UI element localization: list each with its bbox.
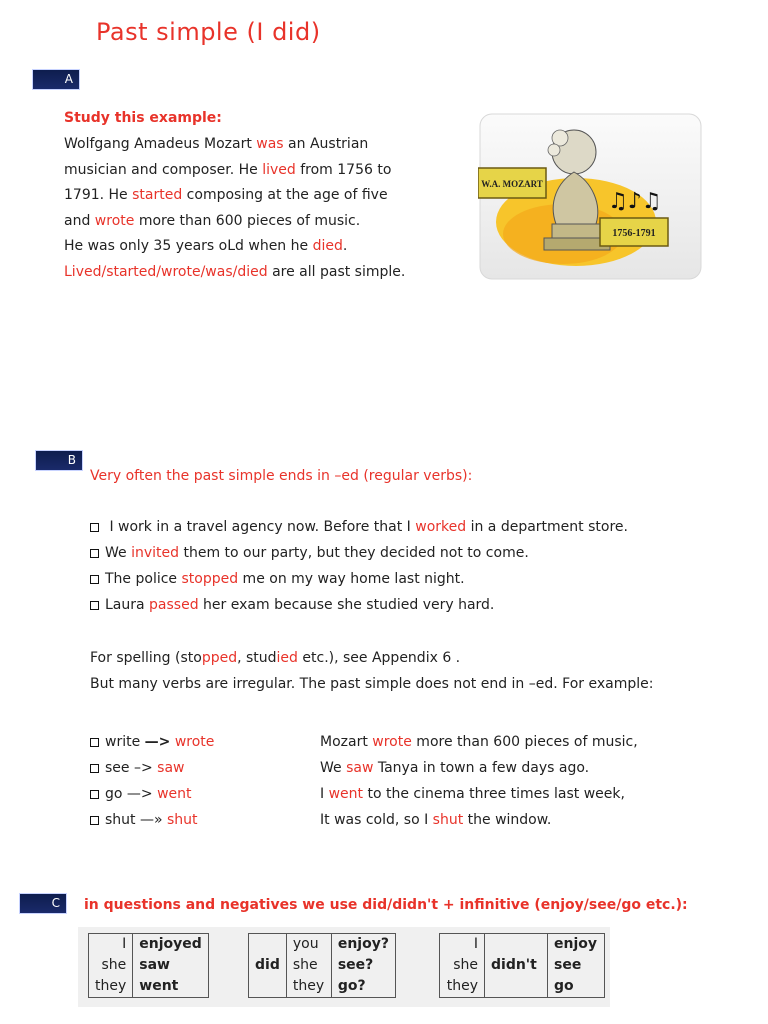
irregular-example (320, 760, 589, 776)
spelling-text: For spelling (sto (90, 650, 202, 666)
base-verb: write (105, 734, 145, 750)
regular-intro: Very often the past simple ends in –ed (regular verbs): (90, 468, 473, 484)
section-a-badge: A (32, 69, 80, 90)
question-table (248, 933, 396, 998)
example-item (90, 566, 628, 592)
line-text: from 1756 to (295, 161, 392, 178)
past-verb: shut (432, 812, 464, 828)
line-text: composing at the age of five (182, 187, 388, 204)
checkbox-bullet-icon (90, 816, 99, 825)
example-text: them to our party, but they decided not to come. (179, 545, 529, 561)
past-verb: started (132, 187, 183, 204)
negative-aux: didn't (485, 934, 548, 998)
negative-subjects: I she they (440, 934, 485, 998)
checkbox-bullet-icon (90, 549, 99, 558)
past-verb: shut (167, 812, 198, 828)
plaque-years: 1756-1791 (612, 228, 656, 239)
past-verb: went (157, 786, 192, 802)
paragraph-line (64, 158, 444, 184)
example-text: me on my way home last night. (238, 571, 465, 587)
example-text: We (105, 545, 132, 561)
example-text: her exam because she studied very hard. (198, 597, 495, 613)
example-text: I (320, 786, 329, 802)
line-text: Wolfgang Amadeus Mozart (64, 136, 257, 152)
verb-pair (90, 729, 320, 755)
paragraph-line (64, 209, 444, 235)
svg-text:♫♪♫: ♫♪♫ (608, 189, 662, 214)
negative-verbs: enjoy see go (548, 934, 605, 998)
past-verb: was (256, 136, 284, 152)
line-text: are all past simple. (267, 263, 406, 280)
verb-pair (90, 781, 320, 807)
past-verb: wrote (174, 734, 215, 750)
past-verb: saw (157, 760, 185, 776)
example-item (90, 540, 628, 566)
checkbox-bullet-icon (90, 764, 99, 773)
past-verb: wrote (94, 212, 135, 229)
past-verb: saw (346, 760, 374, 776)
section-c-badge: C (19, 893, 67, 914)
past-verb: worked (415, 519, 467, 535)
irregular-note: But many verbs are irregular. The past simple does not end in –ed. For example: (90, 676, 654, 692)
past-verb: passed (149, 597, 199, 613)
spelling-text: etc.), see Appendix 6 . (297, 650, 461, 666)
checkbox-bullet-icon (90, 601, 99, 610)
checkbox-bullet-icon (90, 575, 99, 584)
checkbox-bullet-icon (90, 523, 99, 532)
past-verb: invited (131, 545, 180, 561)
example-text: to the cinema three times last week, (363, 786, 625, 802)
questions-heading: in questions and negatives we use did/didn't + infinitive (enjoy/see/go etc.): (84, 897, 688, 913)
arrow-icon: —> (126, 786, 153, 802)
verb-pair (90, 807, 320, 833)
spelling-note (90, 645, 460, 671)
paragraph-line (64, 234, 444, 260)
line-text: musician and composer. He (64, 161, 263, 178)
regular-examples (90, 514, 628, 618)
example-text: the window. (463, 812, 552, 828)
example-text: Mozart (320, 734, 373, 750)
example-text: in a department store. (466, 519, 628, 535)
example-text: Tanya in town a few days ago. (373, 760, 590, 776)
irregular-item (90, 755, 638, 781)
example-text: The police (105, 571, 182, 587)
arrow-icon: —> (144, 734, 171, 750)
mozart-illustration (478, 112, 703, 282)
negative-table (439, 933, 605, 998)
base-verb: go (105, 786, 127, 802)
past-verb: died (312, 238, 343, 255)
question-aux: did (249, 934, 287, 998)
example-text: We (320, 760, 347, 776)
page-title: Past simple (I did) (96, 18, 321, 46)
plaque-name: W.A. MOZART (481, 179, 543, 189)
question-verbs: enjoy? see? go? (331, 934, 395, 998)
section-b-badge: B (35, 450, 83, 471)
example-text: I work in a travel agency now. Before that I (105, 519, 416, 535)
irregular-example (320, 734, 638, 750)
spelling-ending: ied (276, 650, 298, 666)
verb-pair (90, 755, 320, 781)
base-verb: see (105, 760, 134, 776)
irregular-item (90, 781, 638, 807)
paragraph-line (64, 132, 444, 158)
line-text: He was only 35 years oLd when he (64, 238, 313, 255)
irregular-examples (90, 729, 638, 833)
past-verb: lived (262, 161, 296, 178)
past-verb: wrote (372, 734, 412, 750)
base-verb: shut (105, 812, 140, 828)
arrow-icon: —» (139, 812, 163, 828)
irregular-example (320, 786, 625, 802)
question-subjects: you she they (286, 934, 331, 998)
past-verb: went (328, 786, 364, 802)
past-verb: stopped (181, 571, 239, 587)
irregular-item (90, 729, 638, 755)
spelling-text: , stud (237, 650, 277, 666)
example-text: Laura (105, 597, 150, 613)
irregular-item (90, 807, 638, 833)
positive-subjects: I she they (89, 934, 133, 998)
positive-verbs: enjoyed saw went (133, 934, 209, 998)
checkbox-bullet-icon (90, 790, 99, 799)
spelling-ending: pped (201, 650, 238, 666)
mozart-paragraph (64, 132, 444, 286)
example-text: more than 600 pieces of music, (411, 734, 638, 750)
example-text: It was cold, so I (320, 812, 433, 828)
past-verb: Lived/started/wrote/was/died (64, 263, 268, 280)
line-text: an Austrian (283, 136, 369, 152)
example-item (90, 514, 628, 540)
paragraph-line (64, 183, 444, 209)
example-item (90, 592, 628, 618)
arrow-icon: –> (133, 760, 153, 776)
study-heading: Study this example: (64, 110, 222, 126)
paragraph-line (64, 260, 444, 286)
checkbox-bullet-icon (90, 738, 99, 747)
line-text: more than 600 pieces of music. (134, 212, 361, 229)
line-text: . (342, 238, 348, 255)
line-text: and (64, 212, 95, 229)
line-text: 1791. He (64, 187, 133, 204)
positive-table (88, 933, 209, 998)
irregular-example (320, 812, 551, 828)
